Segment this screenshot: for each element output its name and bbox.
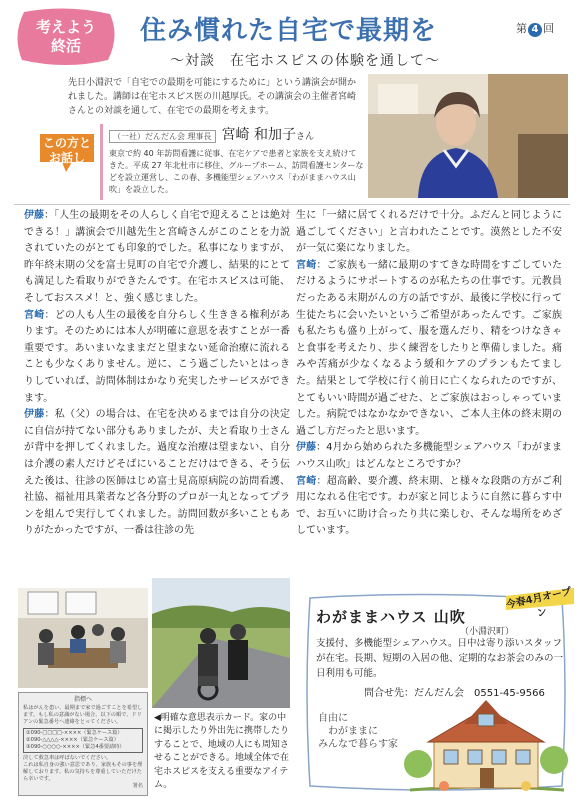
- dialogue-text: ：私（父）の場合は、在宅を決めるまでは自分の決定に自信が持てない部分もありましたが、夫と看取り士さんが背中を押してくれました。過度な治療は望まない、自分は介護の素人だけどそばにいることだけはできる、そう伝えた後は、往診の医師はじめ富士見高原病院の訪問看護、社協、福祉用具業者など各分野のプロが一丸となってプランを組んで実行してくれました。訪問回数が多いこともありがたかったですが、一番は往診の先: [24, 409, 291, 537]
- profile-honorific: さん: [296, 132, 315, 142]
- badge-line1: 考えよう: [35, 18, 96, 36]
- episode-number: [516, 20, 554, 37]
- opening-badge: [504, 586, 576, 620]
- opening-badge-text: 今春4月オープン: [505, 586, 573, 620]
- dialogue-text: 生に「一緒に居てくれるだけで十分。ふだんと同じように過ごしてください」と言われたことです。漠然とした不安が一気に楽になりました。: [296, 210, 562, 255]
- house-description: 支援付、多機能型シェアハウス。日中は寄り添いスタッフが在宅。長期、短期の入居の他、定期的なお茶会のみの一日利用も可能。: [316, 638, 564, 679]
- speaker-name: 宮崎: [296, 475, 317, 487]
- dialogue-left-column: [24, 208, 290, 540]
- profile-org: （一社）だんだん会 理事長: [109, 130, 216, 143]
- house-location: （小淵沢町）: [460, 627, 515, 637]
- dialogue-paragraph: [24, 308, 290, 408]
- episode-prefix: 第: [516, 22, 527, 35]
- dialogue-text: ：どの人も人生の最後を自分らしく生ききる権利があります。そのためには本人が明確に意思を表すことが一番重要です。あいまいなままだと望まない延命治療に流れることも少なくありません。逆に、こう過ごしたいとはっきりしていれば、訪問体制はかなり充実したサービスができます。: [24, 309, 291, 404]
- outdoor-photo: [152, 578, 290, 708]
- intent-card-title: 指標へ: [73, 696, 92, 703]
- slogan-line1: 自由に: [318, 713, 348, 724]
- dialogue-paragraph: [296, 258, 562, 441]
- speaker-name: 伊藤: [24, 409, 45, 421]
- intent-card-signature: 署名: [132, 783, 143, 789]
- column-badge: [14, 8, 118, 66]
- speaker-name: 宮崎: [296, 259, 317, 271]
- konokata-line2: お話し: [48, 151, 85, 165]
- profile-description: 東京で約 40 年訪問看護に従事、在宅ケアで患者と家族を支え続けてきた。平成 27 年北杜市に移住、グループホーム、訪問看護センターなどを設立運営し、この春、多機能型シェアハウス「わがままハウス山吹」を設立した。: [109, 149, 364, 194]
- dialogue-paragraph: [296, 440, 562, 473]
- slogan-line2: わがままに: [328, 726, 378, 737]
- intent-card-line: ②090-△△△△-××××（緊急ケース篇）: [26, 737, 119, 743]
- intent-card-line: ①090-□□□□-××××（緊急ケース篇）: [26, 730, 123, 736]
- dialogue-text: ：「人生の最期をその人らしく自宅で迎えることは絶対できる！」講演会で川越先生と宮崎さんがこのことを力説されていたのがとても印象的でした。私事になりますが、昨年終末期の父を富士見町の自宅で介護し、結果的にとても満足した看取りができたんです。在宅ホスピスは可能、そしておススメ！と、強く感じました。: [24, 210, 291, 304]
- portrait-photo: [368, 74, 568, 198]
- intent-card-line: ③090-○○○○-××××（緊急4番要請時）: [26, 744, 125, 750]
- intent-card-contacts: [23, 728, 143, 753]
- profile-box: [100, 124, 364, 200]
- speaker-name: 伊藤: [24, 210, 45, 221]
- intro-text: 先日小淵沢で「自宅での最期を可能にするために」という講演会が開かれました。講師は在宅ホスピス医の川越厚氏。その講演会の主催者宮崎さんとの対談を通して、在宅での最期を考えます。: [68, 78, 357, 116]
- house-name: わがままハウス 山吹: [316, 608, 466, 626]
- house-illustration: [404, 694, 568, 794]
- episode-suffix: 回: [543, 22, 554, 35]
- dialogue-text: ：ご家族も一緒に最期のすてきな時間をすごしていただけるようにサポートするのが私たちの仕事です。元教員だったある末期がんの方の話ですが、最後に学校に行って生徒たちに会いたいというご希望があったんです。ご家族も私たちも盛り上がって、服を選んだり、精をつけなきゃと食事を考えたり、歩く練習をしたりと準備しました。痛みや苦痛が少なくなるよう緩和ケアのプランもたてました。結果として学校に行く前日に亡くなられたのですが、とてもいい時間が過ごせた、とご家族はおっしゃっていました。病院ではなかなかできない、ご本人主体の終末期の過ごし方だったと思います。: [296, 259, 563, 437]
- badge-line2: 終活: [50, 37, 81, 55]
- handwritten-slogan: [318, 712, 408, 751]
- dialogue-text: ：超高齢、要介護、終末期、と様々な段階の方がご利用になれる住宅です。わが家と同じように自然に暮らす中で、お互いに助け合ったり共に楽しむ、そんな場所をめざしています。: [296, 475, 563, 537]
- meeting-photo: [18, 588, 148, 688]
- intent-card-body: これは私自身の強い意思であり、家族もその事を理解しております。私の気持ちを尊重していただけたら幸いです。: [23, 762, 143, 782]
- speaker-label: [36, 130, 98, 174]
- contact-phone[interactable]: 0551-45-9566: [474, 688, 545, 699]
- slogan-line3: みんなで暮らす家: [318, 739, 398, 750]
- speaker-name: 宮崎: [24, 309, 45, 321]
- photo-caption: ◀明確な意思表示カード。家の中に掲示したり外出先に携帯したりすることで、地域の人にも周知させることができる。地域全体で在宅ホスピスを支える重要なアイテム。: [154, 713, 290, 791]
- divider: [14, 204, 570, 205]
- contact-label: 問合せ先：だんだん会: [364, 688, 474, 699]
- dialogue-paragraph: [24, 208, 290, 308]
- konokata-line1: この方と: [42, 136, 91, 150]
- intent-card-body: 私はがんを患い、最期まで家で過ごすことを希望します。もし私の意識がない場合、以下の順で、ドリアンの緊急番号へ連絡をとってください。: [23, 705, 143, 725]
- dialogue-paragraph: [296, 474, 562, 540]
- subtitle: 〜対談 在宅ホスピスの体験を通して〜: [170, 53, 440, 69]
- dialogue-paragraph: [24, 407, 290, 540]
- intent-card-body: 決して救急車は呼ばないでください。: [23, 755, 112, 761]
- profile-name: 宮崎 和加子: [221, 127, 296, 143]
- intent-card: [18, 692, 148, 796]
- dialogue-right-column: [296, 208, 562, 540]
- page-title: 住み慣れた自宅で最期を: [140, 16, 438, 46]
- speaker-name: 伊藤: [296, 442, 317, 454]
- dialogue-paragraph: [296, 208, 562, 258]
- dialogue-text: ：4月から始められた多機能型シェアハウス「わがままハウス山吹」はどんなところですか？: [296, 442, 563, 470]
- episode-num: 4: [528, 23, 542, 37]
